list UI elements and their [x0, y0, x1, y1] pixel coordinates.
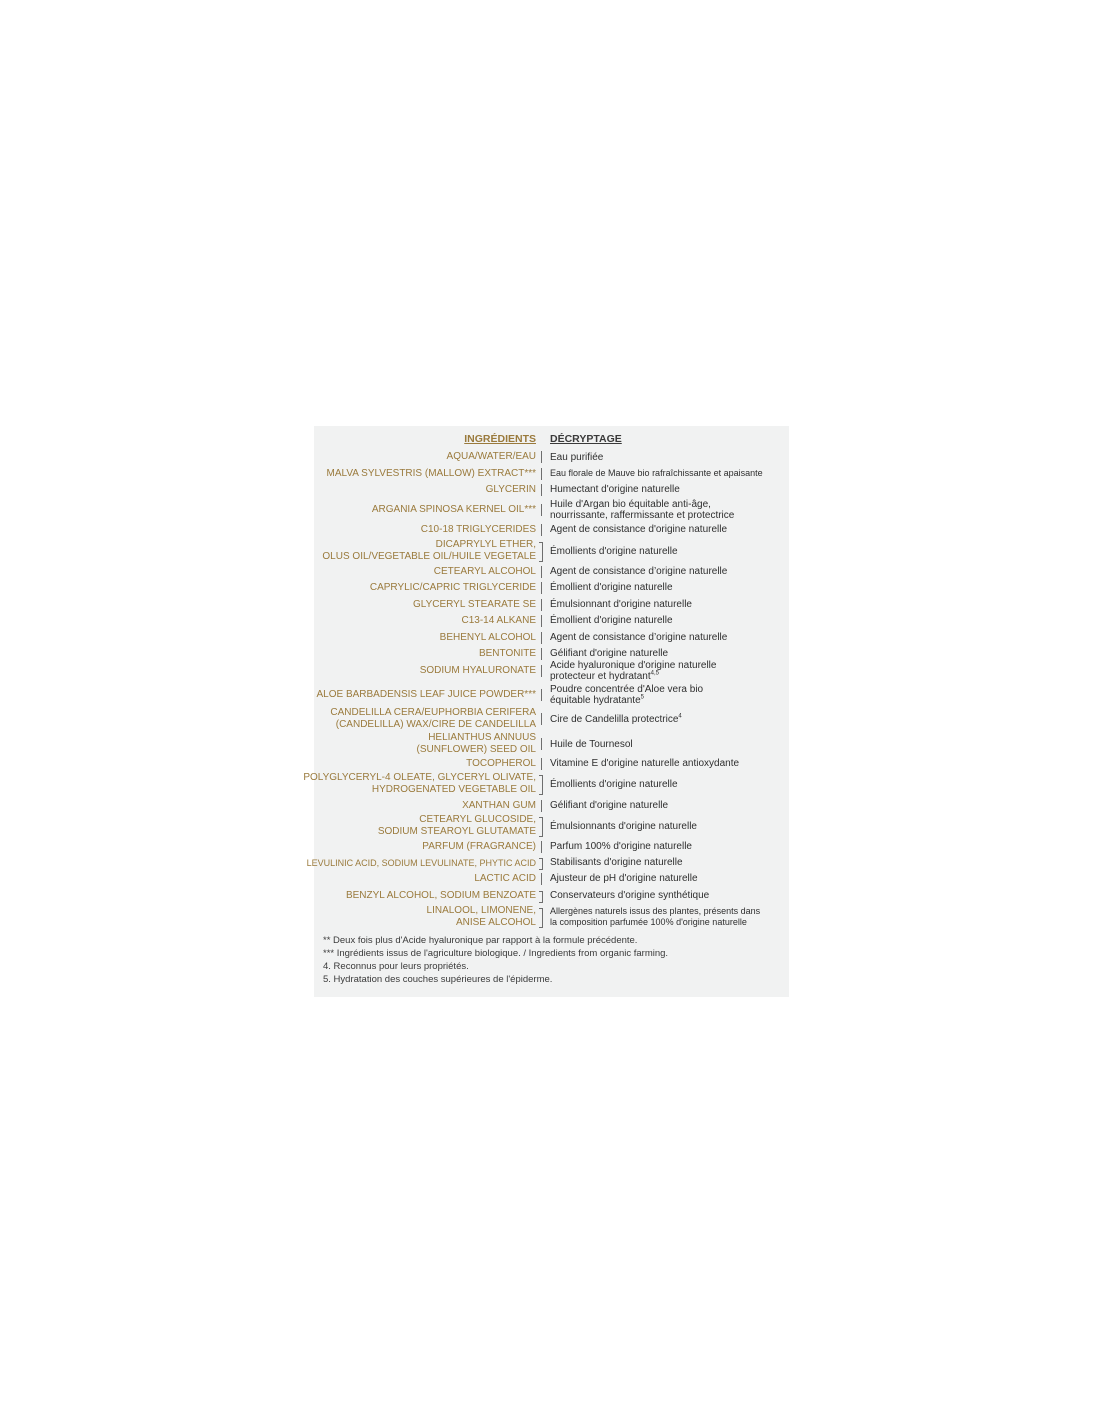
line-separator [541, 841, 542, 853]
bracket-separator [539, 542, 543, 562]
description-text: Allergènes naturels issus des plantes, présents dans [550, 906, 761, 916]
ingredient-name [303, 772, 536, 796]
table-row [314, 450, 789, 464]
description-line [550, 671, 782, 682]
ingredient-name [427, 905, 536, 929]
description-text: Eau purifiée [550, 451, 604, 463]
description-text: Émulsionnants d'origine naturelle [550, 820, 697, 832]
description-text: Émollient d'origine naturelle [550, 582, 673, 593]
ingredient-name [420, 659, 536, 683]
description-line [550, 890, 782, 901]
table-row [314, 839, 789, 854]
footnote-5: 5. Hydratation des couches supérieures de l'épiderme. [323, 974, 553, 985]
ingredient-line: (SUNFLOWER) SEED OIL [416, 744, 536, 755]
ingredient-line: HYDROGENATED VEGETABLE OIL [371, 784, 536, 795]
footnotes [323, 934, 783, 986]
description-line [550, 582, 782, 593]
line-separator [541, 451, 542, 463]
ingredient-name [372, 499, 536, 521]
ingredient-description [550, 482, 782, 497]
description-line [550, 684, 782, 695]
ingredient-description [550, 630, 782, 645]
line-separator [541, 873, 542, 885]
decoding-heading: DÉCRYPTAGE [550, 433, 622, 445]
ingredient-line: CAPRYLIC/CAPRIC TRIGLYCERIDE [369, 581, 536, 593]
description-line [550, 546, 782, 557]
description-line [550, 841, 782, 852]
line-separator [541, 524, 542, 536]
bracket-separator [539, 908, 543, 928]
ingredient-name [322, 539, 536, 563]
line-separator [541, 615, 542, 627]
description-text: Parfum 100% d'origine naturelle [550, 841, 692, 852]
ingredient-line: ANISE ALCOHOL [455, 917, 536, 928]
ingredient-line: SODIUM HYALURONATE [419, 665, 536, 676]
table-row [314, 798, 789, 813]
ingredient-description [550, 871, 782, 886]
description-text: Poudre concentrée d'Aloe vera bio [550, 684, 704, 695]
ingredient-description [550, 580, 782, 595]
ingredient-name [434, 564, 536, 579]
line-separator [541, 566, 542, 578]
ingredient-name [417, 732, 536, 756]
ingredient-name [474, 871, 536, 886]
ingredient-description [550, 855, 782, 870]
ingredient-line: ALOE BARBADENSIS LEAF JUICE POWDER*** [316, 689, 536, 700]
ingredient-line: DICAPRYLYL ETHER, [435, 539, 536, 550]
table-row [314, 597, 789, 612]
description-text: nourrissante, raffermissante et protectrice [550, 510, 735, 521]
bracket-separator [539, 775, 543, 795]
description-text: Acide hyaluronique d'origine naturelle [550, 660, 717, 671]
line-separator [541, 758, 542, 770]
description-text: la composition parfumée 100% d'origine naturelle [550, 917, 747, 927]
ingredient-name [370, 580, 536, 595]
ingredient-line: OLUS OIL/VEGETABLE OIL/HUILE VEGETALE [322, 551, 536, 562]
ingredients-panel [303, 426, 789, 997]
ingredient-line: PARFUM (FRAGRANCE) [422, 840, 536, 852]
description-text: Agent de consistance d’origine naturelle [550, 632, 728, 643]
description-text: Huile de Tournesol [550, 738, 633, 750]
ingredient-line: BEHENYL ALCOHOL [439, 631, 536, 643]
ingredient-description [550, 564, 782, 579]
description-text: Gélifiant d'origine naturelle [550, 648, 669, 659]
ingredient-description [550, 905, 782, 929]
description-text: équitable hydratante [550, 695, 641, 706]
ingredient-name [462, 798, 536, 813]
table-row [314, 707, 789, 731]
footnote-ref: 5 [640, 694, 644, 701]
description-line [550, 566, 782, 577]
ingredient-line: HELIANTHUS ANNUUS [428, 732, 536, 743]
description-line [550, 695, 782, 706]
ingredient-description [550, 732, 782, 756]
line-separator [541, 648, 542, 660]
ingredient-description [550, 839, 782, 854]
line-separator [541, 504, 542, 516]
table-row [303, 772, 789, 796]
ingredient-line: BENTONITE [478, 647, 536, 659]
table-row [314, 482, 789, 497]
description-text: Ajusteur de pH d'origine naturelle [550, 873, 698, 884]
description-text: Émulsionnant d'origine naturelle [550, 599, 692, 610]
ingredient-name [330, 707, 536, 731]
footnote-ref: 4,5 [650, 670, 659, 677]
description-line [550, 510, 782, 521]
ingredient-name [378, 814, 536, 838]
description-text: Émollients d'origine naturelle [550, 545, 678, 557]
ingredient-line: AQUA/WATER/EAU [446, 451, 536, 462]
ingredient-description [550, 707, 782, 731]
ingredient-name [447, 450, 536, 464]
ingredient-line: CETEARYL ALCOHOL [433, 565, 536, 577]
ingredient-description [550, 659, 782, 683]
ingredient-name [486, 482, 536, 497]
ingredient-line: BENZYL ALCOHOL, SODIUM BENZOATE [345, 889, 536, 901]
table-row [314, 630, 789, 645]
table-row [314, 659, 789, 683]
description-line [550, 917, 782, 928]
ingredient-name [440, 630, 536, 645]
table-row [314, 466, 789, 481]
ingredient-line: MALVA SYLVESTRIS (MALLOW) EXTRACT*** [326, 467, 536, 479]
description-line [550, 857, 782, 868]
ingredient-line: LEVULINIC ACID, SODIUM LEVULINATE, PHYTIC ACID [306, 857, 536, 868]
description-text: protecteur et hydratant [550, 671, 651, 682]
description-text: Émollients d'origine naturelle [550, 778, 678, 790]
ingredient-line: GLYCERYL STEARATE SE [412, 598, 536, 610]
line-separator [541, 665, 542, 677]
line-separator [541, 738, 542, 750]
description-line [550, 779, 782, 790]
description-text: Eau florale de Mauve bio rafraîchissante et apaisante [550, 468, 763, 478]
table-row [314, 580, 789, 595]
description-text: Cire de Candelilla protectrice [550, 713, 679, 725]
ingredient-description [550, 499, 782, 521]
ingredient-description [550, 522, 782, 537]
description-text: Émollient d'origine naturelle [550, 615, 673, 626]
description-text: Huile d'Argan bio équitable anti-âge, [550, 499, 711, 510]
ingredient-description [550, 466, 782, 481]
line-separator [541, 800, 542, 812]
ingredient-description [550, 888, 782, 903]
ingredient-line: C10-18 TRIGLYCERIDES [420, 523, 536, 535]
description-text: Agent de consistance d'origine naturelle [550, 524, 728, 535]
bracket-separator [539, 891, 543, 903]
ingredient-line: SODIUM STEAROYL GLUTAMATE [377, 826, 536, 837]
table-row [314, 905, 789, 929]
footnote-4: 4. Reconnus pour leurs propriétés. [323, 961, 469, 972]
table-row [314, 613, 789, 628]
description-line [550, 873, 782, 884]
ingredient-line: CANDELILLA CERA/EUPHORBIA CERIFERA [330, 707, 536, 718]
ingredient-name [346, 888, 536, 903]
description-line [550, 739, 782, 750]
ingredient-description [550, 756, 782, 771]
description-line [550, 800, 782, 811]
ingredient-description [550, 613, 782, 628]
line-separator [541, 468, 542, 480]
description-line [550, 821, 782, 832]
table-row [314, 732, 789, 756]
table-row [314, 888, 789, 903]
ingredient-description [550, 539, 782, 563]
description-line [550, 499, 782, 510]
ingredients-heading: INGRÉDIENTS [464, 433, 536, 445]
ingredient-name [421, 522, 536, 537]
description-line [550, 660, 782, 671]
ingredient-name [462, 613, 537, 628]
footnote-organic: *** Ingrédients issus de l'agriculture biologique. / Ingredients from organic farming. [323, 948, 669, 959]
bracket-separator [539, 817, 543, 837]
description-line [550, 524, 782, 535]
footnote-hyaluronic: ** Deux fois plus d'Acide hyaluronique par rapport à la formule précédente. [323, 935, 638, 946]
table-row [314, 756, 789, 771]
ingredient-line: LACTIC ACID [474, 872, 536, 884]
table-row [314, 539, 789, 563]
description-line [550, 484, 782, 495]
ingredient-description [550, 450, 782, 464]
bracket-separator [539, 858, 543, 870]
ingredient-line: C13-14 ALKANE [461, 614, 536, 626]
ingredient-line: LINALOOL, LIMONENE, [426, 905, 536, 916]
description-line [550, 906, 782, 917]
description-text: Stabilisants d'origine naturelle [550, 857, 683, 868]
table-row [314, 564, 789, 579]
description-line [550, 468, 782, 479]
line-separator [541, 713, 542, 725]
table-row [314, 499, 789, 521]
ingredient-line: TOCOPHEROL [466, 757, 536, 769]
description-text: Agent de consistance d’origine naturelle [550, 566, 728, 577]
description-line [550, 615, 782, 626]
description-line [550, 758, 782, 769]
table-row [314, 522, 789, 537]
line-separator [541, 582, 542, 594]
description-line [550, 452, 782, 463]
description-line [550, 632, 782, 643]
line-separator [541, 632, 542, 644]
ingredient-description [550, 814, 782, 838]
line-separator [541, 484, 542, 496]
description-text: Gélifiant d'origine naturelle [550, 800, 669, 811]
ingredient-name [466, 756, 536, 771]
ingredient-description [550, 772, 782, 796]
ingredient-description [550, 684, 782, 706]
table-row [314, 871, 789, 886]
ingredient-name [327, 466, 537, 481]
table-row [314, 814, 789, 838]
ingredient-name [413, 597, 536, 612]
ingredient-name [307, 855, 536, 870]
ingredient-description [550, 597, 782, 612]
line-separator [541, 599, 542, 611]
description-text: Conservateurs d'origine synthétique [550, 890, 710, 901]
description-text: Vitamine E d'origine naturelle antioxydante [550, 758, 740, 769]
description-line [550, 599, 782, 610]
ingredient-name [316, 684, 536, 706]
ingredient-line: XANTHAN GUM [462, 799, 536, 811]
footnote-ref: 4 [678, 713, 682, 720]
ingredient-name [422, 839, 536, 854]
table-header [314, 433, 789, 449]
ingredient-description [550, 798, 782, 813]
ingredient-line: ARGANIA SPINOSA KERNEL OIL*** [371, 504, 536, 515]
ingredient-line: (CANDELILLA) WAX/CIRE DE CANDELILLA [335, 719, 536, 730]
table-row [314, 684, 789, 706]
ingredient-line: CETEARYL GLUCOSIDE, [419, 814, 536, 825]
ingredient-line: GLYCERIN [485, 483, 536, 495]
description-line [550, 648, 782, 659]
description-line [550, 714, 782, 725]
description-text: Humectant d'origine naturelle [550, 484, 680, 495]
line-separator [541, 689, 542, 701]
table-row [306, 855, 789, 870]
ingredient-line: POLYGLYCERYL-4 OLEATE, GLYCERYL OLIVATE, [303, 772, 536, 783]
